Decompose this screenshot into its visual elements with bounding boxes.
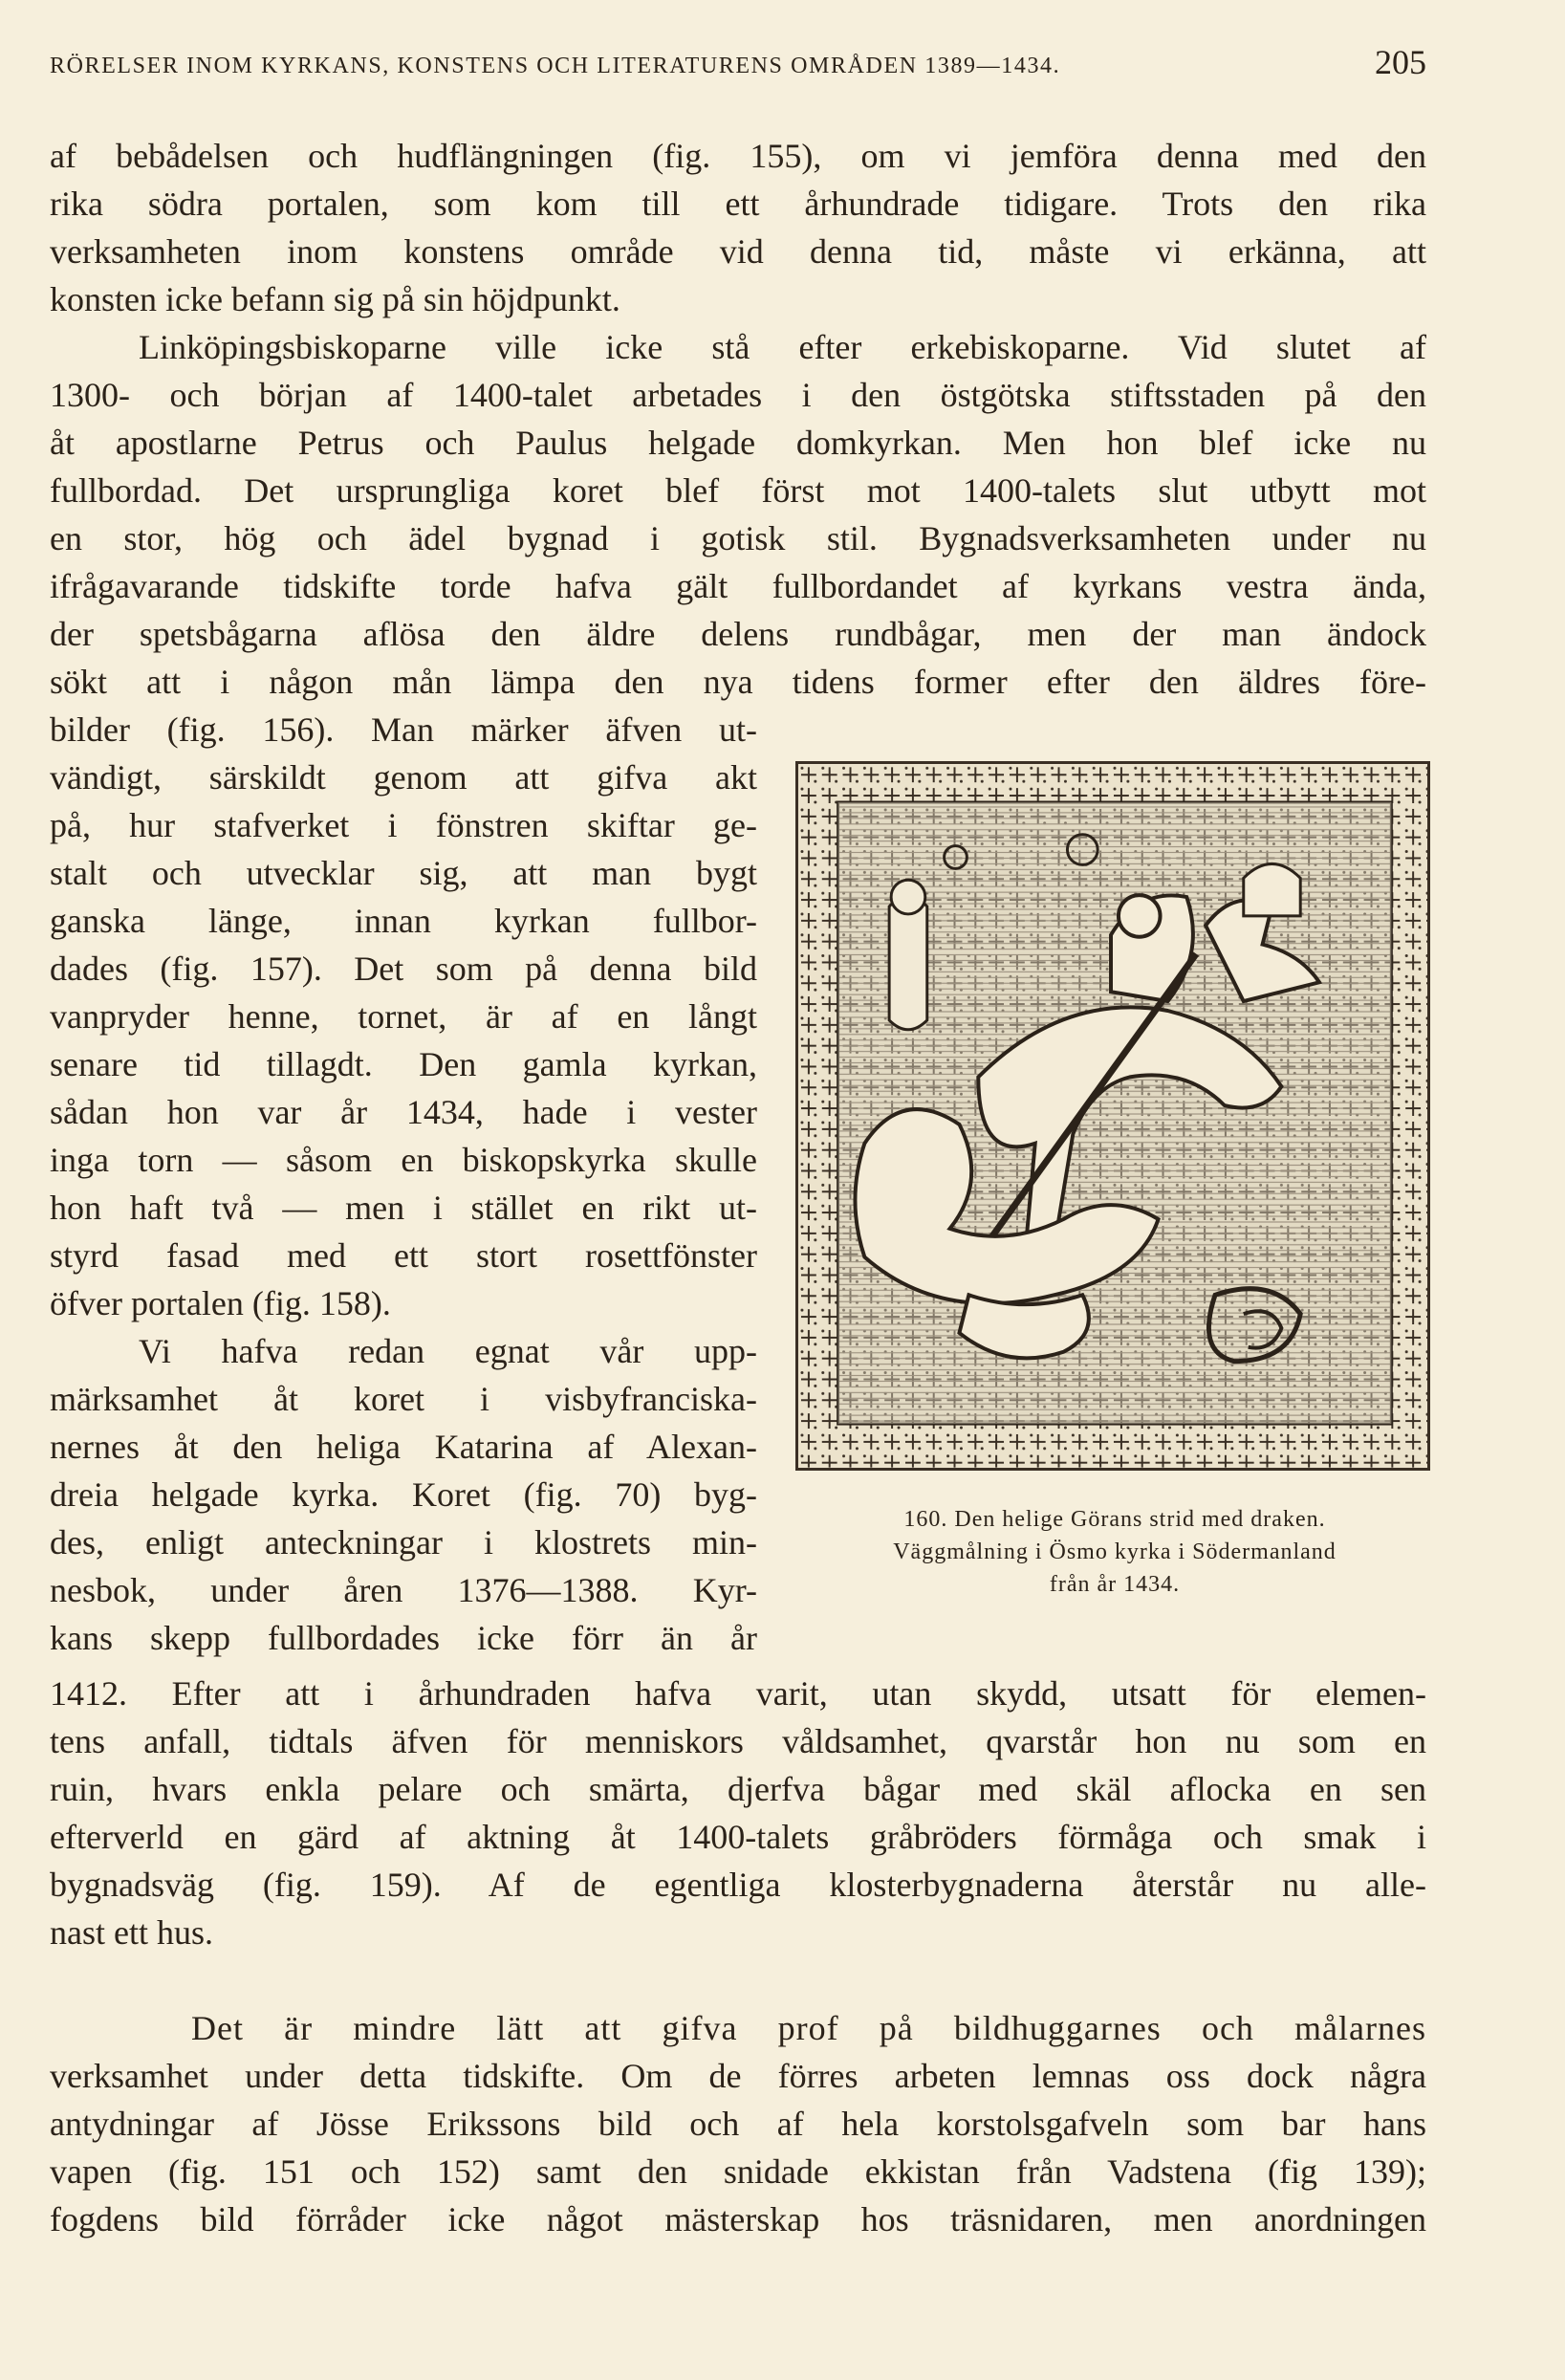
body-line: af bebådelsen och hudflängningen (fig. 155), om vi jemföra denna med den [50,137,1426,175]
body-line: ifrågavarande tidskifte torde hafva gält fullbordandet af kyrkans vestra ända, [50,567,1426,605]
saint-george-dragon-illustration [798,764,1427,1468]
body-line: des, enligt anteckningar i klostrets min- [50,1523,757,1561]
body-line: dades (fig. 157). Det som på denna bild [50,950,757,988]
body-line: bygnadsväg (fig. 159). Af de egentliga klosterbygnaderna återstår nu alle- [50,1866,1426,1904]
body-line: nernes åt den heliga Katarina af Alexan- [50,1428,757,1466]
body-line: 1412. Efter att i århundraden hafva varit, utan skydd, utsatt för elemen- [50,1674,1426,1713]
figure-caption-line: från år 1434. [1049,1572,1181,1597]
body-line: antydningar af Jösse Erikssons bild och af hela korstolsgafveln som bar hans [50,2105,1426,2143]
body-line: vapen (fig. 151 och 152) samt den snidade ekkistan från Vadstena (fig 139); [50,2152,1426,2191]
body-line: kans skepp fullbordades icke förr än år [50,1619,757,1657]
body-line: senare tid tillagdt. Den gamla kyrkan, [50,1045,757,1083]
body-line: 1300- och början af 1400-talet arbetades i den östgötska stiftsstaden på den [50,376,1426,414]
body-line: dreia helgade kyrka. Koret (fig. 70) byg- [50,1475,757,1514]
body-line: stalt och utvecklar sig, att man bygt [50,854,757,892]
body-line: märksamhet åt koret i visbyfranciska- [50,1380,757,1418]
running-title: RÖRELSER INOM KYRKANS, KONSTENS OCH LITERATURENS OMRÅDEN 1389—1434. [50,54,1061,78]
body-line: en stor, hög och ädel bygnad i gotisk stil. Bygnadsverksamheten under nu [50,519,1426,557]
body-line: sökt att i någon mån lämpa den nya tidens former efter den äldres före- [50,663,1426,701]
body-line: åt apostlarne Petrus och Paulus helgade domkyrkan. Men hon blef icke nu [50,424,1426,462]
page-number: 205 [1375,43,1426,81]
body-line: nesbok, under åren 1376—1388. Kyr- [50,1571,757,1609]
body-line: vanpryder henne, tornet, är af en långt [50,997,757,1036]
body-line: verksamheten inom konstens område vid denna tid, måste vi erkänna, att [50,232,1426,271]
figure-caption-line: Väggmålning i Ösmo kyrka i Södermanland [893,1539,1337,1564]
body-line: inga torn — såsom en biskopskyrka skulle [50,1141,757,1179]
body-line: vändigt, särskildt genom att gifva akt [50,758,757,797]
body-line: hon haft två — men i stället en rikt ut- [50,1189,757,1227]
body-line: på, hur stafverket i fönstren skiftar ge- [50,806,757,844]
body-line: verksamhet under detta tidskifte. Om de förres arbeten lemnas oss dock några [50,2057,1426,2095]
body-line: styrd fasad med ett stort rosettfönster [50,1236,757,1275]
body-line: Det är mindre lätt att gifva prof på bildhuggarnes och målarnes [191,2009,1426,2047]
body-line: nast ett hus. [50,1913,213,1952]
body-line: ruin, hvars enkla pelare och smärta, djerfva bågar med skäl aflocka en sen [50,1770,1426,1808]
body-line: rika södra portalen, som kom till ett århundrade tidigare. Trots den rika [50,185,1426,223]
body-line: fogdens bild förråder icke något mästerskap hos träsnidaren, men anordningen [50,2200,1426,2238]
body-line: ganska länge, innan kyrkan fullbor- [50,902,757,940]
body-line: bilder (fig. 156). Man märker äfven ut- [50,710,757,749]
running-header [50,43,1426,81]
body-line: sådan hon var år 1434, hade i vester [50,1093,757,1131]
body-line: Vi hafva redan egnat vår upp- [139,1332,757,1370]
body-line: efterverld en gärd af aktning åt 1400-talets gråbröders förmåga och smak i [50,1818,1426,1856]
body-line: konsten icke befann sig på sin höjdpunkt. [50,280,620,318]
body-line: Linköpingsbiskoparne ville icke stå efter erkebiskoparne. Vid slutet af [139,328,1426,366]
figure-wall-painting [795,761,1430,1471]
body-line: tens anfall, tidtals äfven för menniskors våldsamhet, qvarstår hon nu som en [50,1722,1426,1760]
body-line: der spetsbågarna aflösa den äldre delens rundbågar, men der man ändock [50,615,1426,653]
body-line: öfver portalen (fig. 158). [50,1284,391,1322]
figure-caption-line: 160. Den helige Görans strid med draken. [903,1507,1326,1532]
body-line: fullbordad. Det ursprungliga koret blef först mot 1400-talets slut utbytt mot [50,471,1426,510]
